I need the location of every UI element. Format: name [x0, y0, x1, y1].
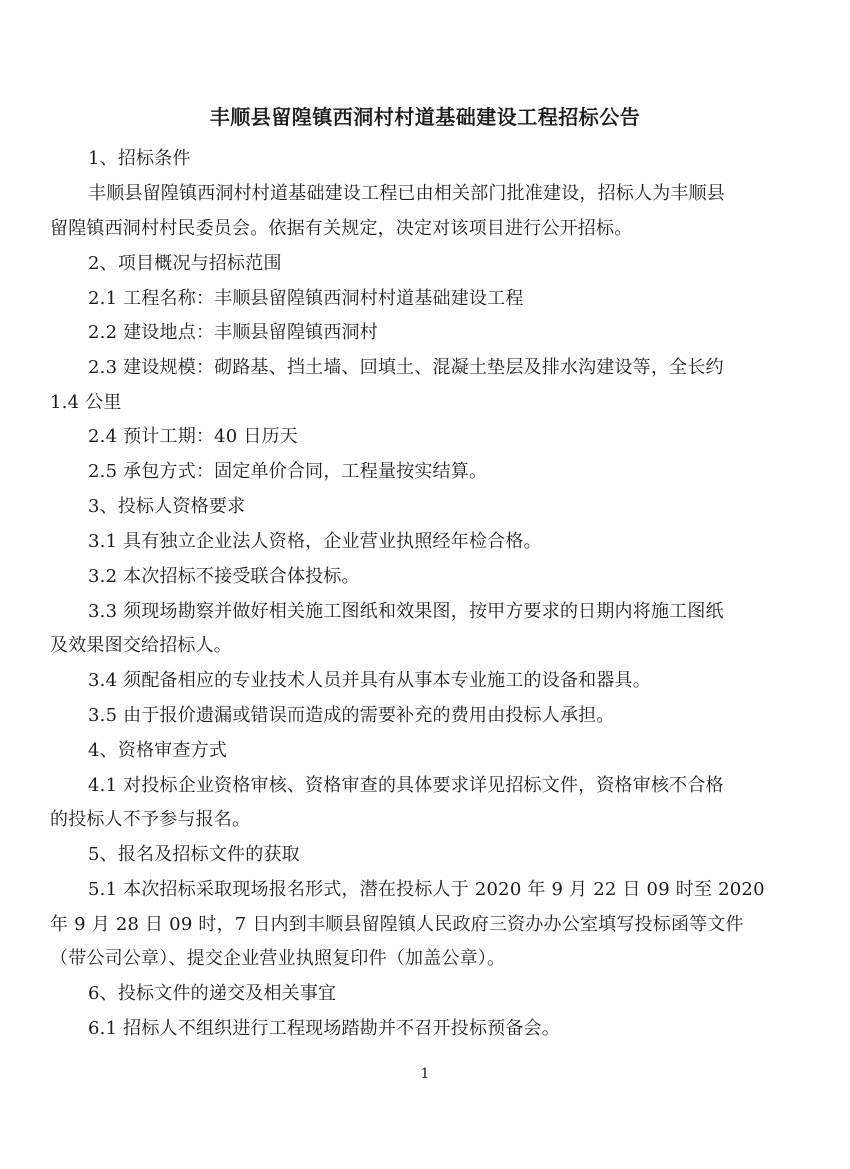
section-heading-2: 2、项目概况与招标范围 [88, 253, 282, 274]
paragraph-line: 留隍镇西洞村村民委员会。依据有关规定，决定对该项目进行公开招标。 [50, 218, 633, 239]
paragraph-line: （带公司公章）、提交企业营业执照复印件（加盖公章）。 [50, 948, 506, 969]
paragraph-line: 2.2 建设地点：丰顺县留隍镇西洞村 [88, 322, 378, 343]
paragraph-line: 2.4 预计工期：40 日历天 [88, 426, 298, 447]
paragraph-line: 及效果图交给招标人。 [50, 635, 232, 656]
paragraph-line: 2.3 建设规模：砌路基、挡土墙、回填土、混凝土垫层及排水沟建设等，全长约 [88, 357, 724, 378]
document-title: 丰顺县留隍镇西洞村村道基础建设工程招标公告 [209, 105, 641, 129]
paragraph-line: 5.1 本次招标采取现场报名形式，潜在投标人于 2020 年 9 月 22 日 09 时至 2020 [88, 879, 765, 900]
paragraph-line: 2.1 工程名称：丰顺县留隍镇西洞村村道基础建设工程 [88, 288, 524, 309]
paragraph-line: 的投标人不予参与报名。 [50, 809, 251, 830]
section-heading-3: 3、投标人资格要求 [88, 496, 246, 517]
paragraph-line: 年 9 月 28 日 09 时，7 日内到丰顺县留隍镇人民政府三资办办公室填写投标函等文件 [50, 914, 744, 935]
paragraph-line: 2.5 承包方式：固定单价合同，工程量按实结算。 [88, 461, 488, 482]
paragraph-line: 1.4 公里 [50, 392, 122, 413]
section-heading-5: 5、报名及招标文件的获取 [88, 844, 300, 865]
page-number: 1 [420, 1066, 430, 1082]
paragraph-line: 6.1 招标人不组织进行工程现场踏勘并不召开投标预备会。 [88, 1018, 560, 1039]
paragraph-line: 3.4 须配备相应的专业技术人员并具有从事本专业施工的设备和器具。 [88, 670, 651, 691]
paragraph-line: 3.1 具有独立企业法人资格，企业营业执照经年检合格。 [88, 531, 542, 552]
paragraph-line: 3.2 本次招标不接受联合体投标。 [88, 566, 360, 587]
paragraph-line: 丰顺县留隍镇西洞村村道基础建设工程已由相关部门批准建设，招标人为丰顺县 [88, 183, 725, 204]
section-heading-6: 6、投标文件的递交及相关事宜 [88, 983, 337, 1004]
paragraph-line: 3.5 由于报价遗漏或错误而造成的需要补充的费用由投标人承担。 [88, 705, 615, 726]
section-heading-4: 4、资格审查方式 [88, 740, 228, 761]
paragraph-line: 4.1 对投标企业资格审核、资格审查的具体要求详见招标文件，资格审核不合格 [88, 775, 724, 796]
section-heading-1: 1、招标条件 [88, 148, 191, 169]
paragraph-line: 3.3 须现场勘察并做好相关施工图纸和效果图，按甲方要求的日期内将施工图纸 [88, 601, 724, 622]
